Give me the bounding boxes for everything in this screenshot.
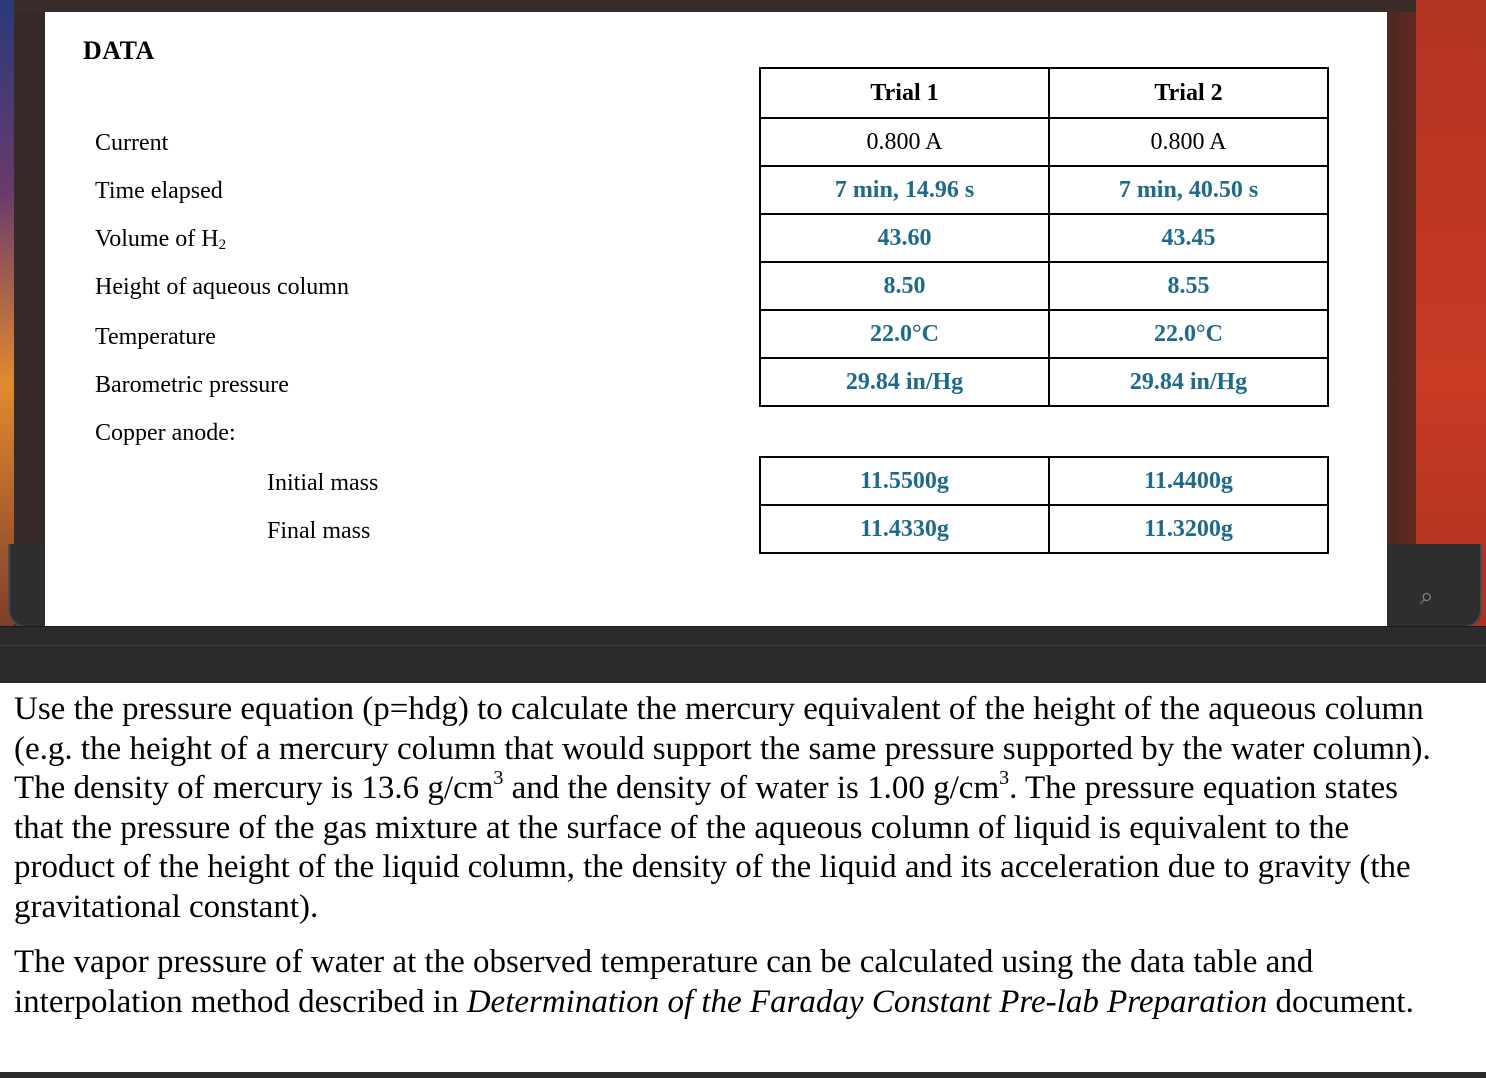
cell-volume-trial-1: 43.60 bbox=[760, 214, 1049, 262]
copper-anode-label: Copper anode: bbox=[95, 420, 236, 446]
header-trial-1: Trial 1 bbox=[760, 68, 1049, 118]
search-icon[interactable]: ⌕ bbox=[1420, 582, 1434, 610]
table-row bbox=[760, 118, 1328, 166]
row-label-temperature: Temperature bbox=[95, 324, 216, 350]
cell-final-mass-trial-1: 11.4330g bbox=[760, 505, 1049, 553]
row-label-current: Current bbox=[95, 130, 169, 156]
p2-document-title: Determination of the Faraday Constant Pre-lab Preparation bbox=[466, 983, 1268, 1020]
cell-initial-mass-trial-1: 11.5500g bbox=[760, 457, 1049, 505]
header-trial-2: Trial 2 bbox=[1049, 68, 1328, 118]
instructions-paragraph-1 bbox=[14, 690, 1454, 927]
cell-time-trial-2: 7 min, 40.50 s bbox=[1049, 166, 1328, 214]
table-header-row bbox=[760, 68, 1328, 118]
document-page bbox=[45, 12, 1387, 626]
p1-sup-1: 3 bbox=[493, 767, 504, 789]
cell-temperature-trial-2: 22.0°C bbox=[1049, 310, 1328, 358]
p2-text-a: The vapor pressure of water at the observed temperature can be calculated using the data table and interpolation method described in bbox=[14, 944, 1314, 1020]
row-label-final-mass: Final mass bbox=[267, 518, 371, 544]
cell-temperature-trial-1: 22.0°C bbox=[760, 310, 1049, 358]
bottom-divider bbox=[0, 1072, 1486, 1078]
row-label-volume-sub: 2 bbox=[218, 237, 227, 253]
row-label-initial-mass: Initial mass bbox=[267, 470, 379, 496]
p2-text-b: document. bbox=[1267, 983, 1414, 1020]
window-top-band bbox=[0, 0, 1486, 12]
table-row bbox=[760, 457, 1328, 505]
table-row bbox=[760, 262, 1328, 310]
p1-text-c: . The pressure equation states that the pressure of the gas mixture at the surface of the aqueous column of liquid is equivalent to the product of the height of the liquid column, the density of the liquid and its acceleration due to gravity (the gravitational constant). bbox=[14, 770, 1411, 925]
cell-pressure-trial-2: 29.84 in/Hg bbox=[1049, 358, 1328, 406]
table-row bbox=[760, 166, 1328, 214]
cell-initial-mass-trial-2: 11.4400g bbox=[1049, 457, 1328, 505]
cell-current-trial-1: 0.800 A bbox=[760, 118, 1049, 166]
copper-table bbox=[759, 456, 1329, 554]
p1-text-a: Use the pressure equation (p=hdg) to calculate the mercury equivalent of the height of the aqueous column (e.g. the height of a mercury column that would support the same pressure supported by the water column). The density of mercury is 13.6 g/cm bbox=[14, 691, 1431, 806]
cell-final-mass-trial-2: 11.3200g bbox=[1049, 505, 1328, 553]
p1-sup-2: 3 bbox=[999, 767, 1010, 789]
data-heading: DATA bbox=[83, 36, 155, 65]
toolbar-divider bbox=[0, 645, 1486, 646]
row-label-pressure: Barometric pressure bbox=[95, 372, 289, 398]
cell-height-trial-1: 8.50 bbox=[760, 262, 1049, 310]
row-label-volume-text: Volume of H bbox=[95, 226, 219, 252]
table-row bbox=[760, 505, 1328, 553]
instructions-paragraph-2 bbox=[14, 943, 1454, 1022]
row-label-time: Time elapsed bbox=[95, 178, 223, 204]
instructions-text bbox=[14, 690, 1454, 1022]
cell-pressure-trial-1: 29.84 in/Hg bbox=[760, 358, 1049, 406]
cell-height-trial-2: 8.55 bbox=[1049, 262, 1328, 310]
row-label-height: Height of aqueous column bbox=[95, 274, 349, 300]
cell-time-trial-1: 7 min, 14.96 s bbox=[760, 166, 1049, 214]
p1-text-b: and the density of water is 1.00 g/cm bbox=[503, 770, 1000, 806]
row-label-volume bbox=[95, 226, 226, 254]
data-table bbox=[759, 67, 1329, 407]
toolbar-strip bbox=[0, 626, 1486, 683]
table-row bbox=[760, 214, 1328, 262]
table-row bbox=[760, 358, 1328, 406]
cell-volume-trial-2: 43.45 bbox=[1049, 214, 1328, 262]
table-row bbox=[760, 310, 1328, 358]
cell-current-trial-2: 0.800 A bbox=[1049, 118, 1328, 166]
